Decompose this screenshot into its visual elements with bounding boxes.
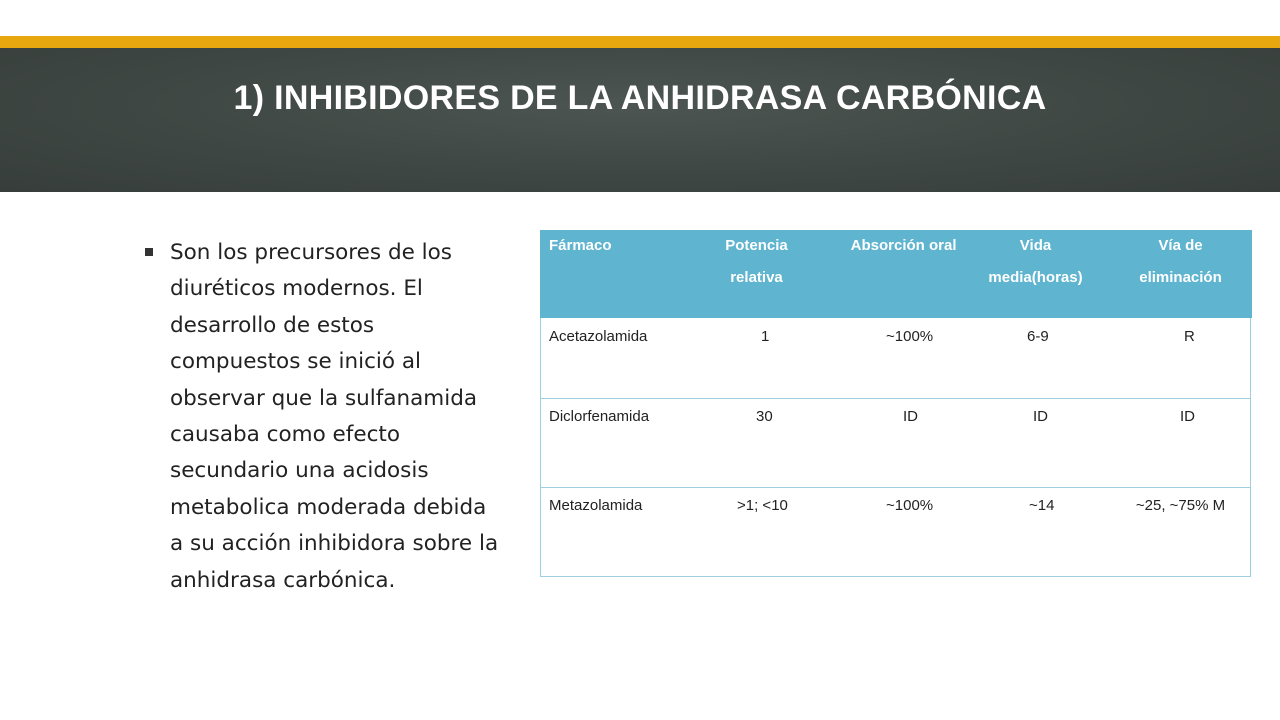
table-row xyxy=(540,398,1251,487)
accent-bar xyxy=(0,36,1280,48)
table-header-row xyxy=(540,230,1251,318)
table-cell: ~14 xyxy=(961,487,1106,576)
square-bullet-icon xyxy=(145,248,153,256)
slide-title: 1) INHIBIDORES DE LA ANHIDRASA CARBÓNICA xyxy=(233,79,1047,117)
diuretics-table xyxy=(540,230,1252,577)
bullet-item xyxy=(145,235,500,599)
table-cell: ~100% xyxy=(820,318,961,398)
table-cell: R xyxy=(1106,318,1251,398)
table-cell: Diclorfenamida xyxy=(540,398,679,487)
table-cell: 30 xyxy=(679,398,820,487)
table-cell: 1 xyxy=(679,318,820,398)
header-absorcion: Absorción oral xyxy=(820,230,961,318)
bullet-list xyxy=(145,235,500,599)
header-farmaco: Fármaco xyxy=(540,230,679,318)
bullet-text: Son los precursores de los diuréticos modernos. El desarrollo de estos compuestos se inició al observar que la sulfanamida causaba como efecto secundario una acidosis metabolica moderada debida a su acción inhibidora sobre la anhidrasa carbónica. xyxy=(170,240,499,593)
table-cell: Metazolamida xyxy=(540,487,679,576)
header-vida-media: Vida media(horas) xyxy=(961,230,1106,318)
table-cell: ~25, ~75% M xyxy=(1106,487,1251,576)
table-cell: ~100% xyxy=(820,487,961,576)
table-row xyxy=(540,318,1251,398)
table-cell: ID xyxy=(820,398,961,487)
table-cell: ID xyxy=(1106,398,1251,487)
header-potencia: Potencia relativa xyxy=(679,230,820,318)
table-cell: >1; <10 xyxy=(679,487,820,576)
table-cell: Acetazolamida xyxy=(540,318,679,398)
table-row xyxy=(540,487,1251,576)
header-via-eliminacion: Vía de eliminación xyxy=(1106,230,1251,318)
table-cell: 6-9 xyxy=(961,318,1106,398)
table-cell: ID xyxy=(961,398,1106,487)
